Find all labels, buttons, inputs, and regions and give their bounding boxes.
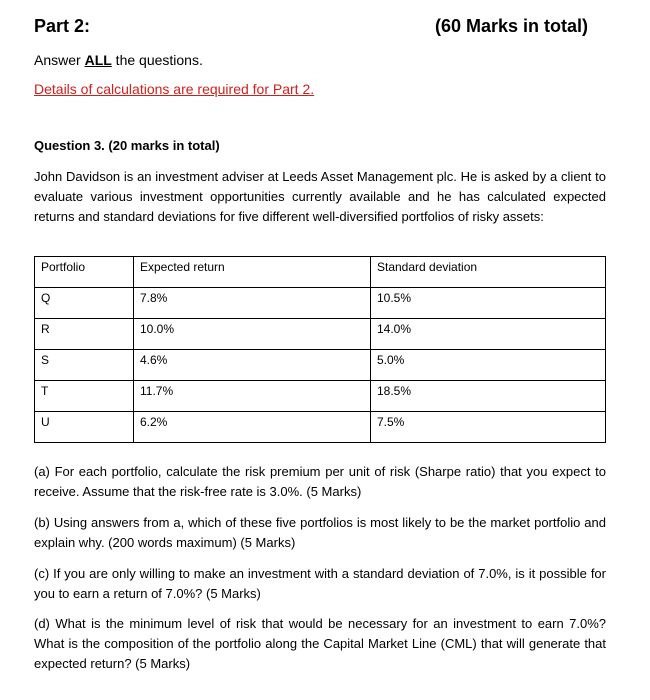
table-row bbox=[35, 412, 606, 443]
instruction bbox=[34, 52, 203, 68]
portfolio-table bbox=[34, 256, 606, 443]
header-standard-deviation: Standard deviation bbox=[371, 257, 606, 288]
header-portfolio: Portfolio bbox=[35, 257, 134, 288]
cell-portfolio: U bbox=[35, 412, 134, 443]
subquestion-a: (a) For each portfolio, calculate the risk premium per unit of risk (Sharpe ratio) that you expect to receive. Assume that the risk-free rate is 3.0%. (5 Marks) bbox=[34, 464, 606, 499]
part-title: Part 2: bbox=[34, 16, 91, 36]
cell-standard-deviation: 14.0% bbox=[371, 319, 606, 350]
subquestion-b: (b) Using answers from a, which of these five portfolios is most likely to be the market portfolio and explain why. (200 words maximum) (5 Marks) bbox=[34, 515, 606, 550]
cell-standard-deviation: 5.0% bbox=[371, 350, 606, 381]
details-note: Details of calculations are required for Part 2. bbox=[34, 81, 315, 97]
cell-portfolio: Q bbox=[35, 288, 134, 319]
table-row bbox=[35, 350, 606, 381]
instruction-after: the questions. bbox=[111, 52, 203, 68]
cell-standard-deviation: 18.5% bbox=[371, 381, 606, 412]
table-row bbox=[35, 319, 606, 350]
subquestion-c: (c) If you are only willing to make an investment with a standard deviation of 7.0%, is it possible for you to earn a return of 7.0%? (5 Marks) bbox=[34, 566, 606, 601]
header-expected-return: Expected return bbox=[134, 257, 371, 288]
instruction-emphasis: ALL bbox=[84, 52, 112, 68]
cell-standard-deviation: 10.5% bbox=[371, 288, 606, 319]
cell-portfolio: R bbox=[35, 319, 134, 350]
table-row bbox=[35, 381, 606, 412]
question-heading: Question 3. (20 marks in total) bbox=[34, 138, 220, 153]
cell-expected-return: 10.0% bbox=[134, 319, 371, 350]
question-intro: John Davidson is an investment adviser at Leeds Asset Management plc. He is asked by a client to evaluate various investment opportunities currently available and he has calculated expected returns and standard deviations for five different well-diversified portfolios of risky assets: bbox=[34, 169, 606, 224]
total-marks: (60 Marks in total) bbox=[434, 16, 588, 36]
cell-expected-return: 7.8% bbox=[134, 288, 371, 319]
table-row bbox=[35, 288, 606, 319]
cell-expected-return: 11.7% bbox=[134, 381, 371, 412]
cell-portfolio: S bbox=[35, 350, 134, 381]
instruction-before: Answer bbox=[34, 52, 85, 68]
cell-expected-return: 4.6% bbox=[134, 350, 371, 381]
cell-expected-return: 6.2% bbox=[134, 412, 371, 443]
table-header-row bbox=[35, 257, 606, 288]
subquestion-d: (d) What is the minimum level of risk that would be necessary for an investment to earn 7.0%? What is the composition of the portfolio along the Capital Market Line (CML) that will generate that expected return? (5 Marks) bbox=[34, 616, 606, 671]
cell-portfolio: T bbox=[35, 381, 134, 412]
cell-standard-deviation: 7.5% bbox=[371, 412, 606, 443]
